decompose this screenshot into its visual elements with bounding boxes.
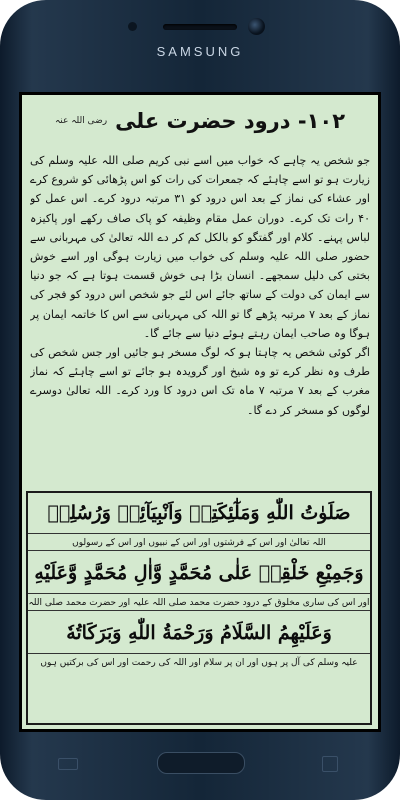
translation-line: اللہ تعالیٰ اور اس کے فرشتوں اور اس کے نبیوں اور اس کے رسولوں [28, 533, 370, 551]
page-heading [22, 95, 378, 147]
proximity-sensor [128, 22, 137, 31]
durood-box [26, 491, 372, 725]
paragraph: جو شخص یہ چاہے کہ خواب میں اسے نبی کریم صلی اللہ علیہ وسلم کی زیارت ہو تو اسے چاہئے کہ جمعرات کی رات کو اس پڑھائی کو شروع کرے اور عشاء کی نماز کے بعد اس درود کو ۳۱ مرتبہ درود کرے۔ اس عمل کو ۴۰ رات تک کرے۔ دوران عمل مقام وظیفہ کو پاک صاف رکھے اور پاکیزہ لباس پہنے۔ کلام اور گفتگو کو بالکل کم کر دے اللہ تعالیٰ کی مہربانی سے حضور صلی اللہ علیہ وسلم کی خواب میں زیارت ہوگی اور اسے خوش بختی کی دلیل سمجھے۔ انسان بڑا ہی خوش قسمت ہوتا ہے کہ جو دنیا سے ایمان کی دولت کے ساتھ جائے اس لئے جو شخص اس درود کو فجر کی نماز کے بعد ۷ مرتبہ پڑھے گا تو اللہ کی مہربانی سے اس کا خاتمہ ایمان پر ہوگا وہ صاحب ایمان رہتے ہوئے دنیا سے جائے گا۔ [30, 154, 370, 340]
arabic-line: صَلَوٰتُ اللّٰهِ وَمَلٰٓئِكَتِهٖ وَاَنْبِيَآئِهٖ وَرُسُلِهٖ [47, 502, 351, 524]
bottom-bezel [0, 732, 400, 800]
brand-logo: SAMSUNG [156, 44, 244, 59]
earpiece-speaker [163, 24, 237, 30]
book-page[interactable] [22, 95, 378, 729]
translation-line: اور اس کی ساری مخلوق کے درود حضرت محمد صلی اللہ علیہ اور حضرت محمد صلی اللہ [28, 593, 370, 611]
body-text [30, 151, 370, 491]
page-title: ۱۰۲- درود حضرت علی [115, 109, 346, 133]
translation-line: علیہ وسلم کی آل پر ہوں اور ان پر سلام اور اللہ کی رحمت اور اس کی برکتیں ہوں [28, 653, 370, 671]
arabic-line: وَجَمِيْعِ خَلْقِهٖ عَلٰى مُحَمَّدٍ وَّاٰلِ مُحَمَّدٍ وَّعَلَيْهِ [34, 562, 364, 584]
top-bezel [0, 0, 400, 92]
front-camera-icon [248, 18, 265, 35]
honorific-text: رضی اللہ عنہ [54, 116, 108, 126]
back-key-icon[interactable] [58, 758, 78, 770]
home-button[interactable] [157, 752, 245, 774]
screen [19, 92, 381, 732]
recent-apps-key-icon[interactable] [322, 756, 338, 772]
arabic-line: وَعَلَيْهِمُ السَّلَامُ وَرَحْمَةُ اللّٰهِ وَبَرَكَاتُهٗ [66, 622, 332, 644]
paragraph: اگر کوئی شخص یہ چاہتا ہو کہ لوگ مسخر ہو جائیں اور جس شخص کی طرف وہ نظر کرے تو وہ شیخ اور گرویدہ ہو جائے تو اسے چاہئے کہ نماز مغرب کے بعد ۷ مرتبہ ۷ ماہ تک اس درود کا ورد کرے۔ اللہ تعالیٰ دوسرے لوگوں کو مسخر کر دے گا۔ [30, 346, 370, 417]
